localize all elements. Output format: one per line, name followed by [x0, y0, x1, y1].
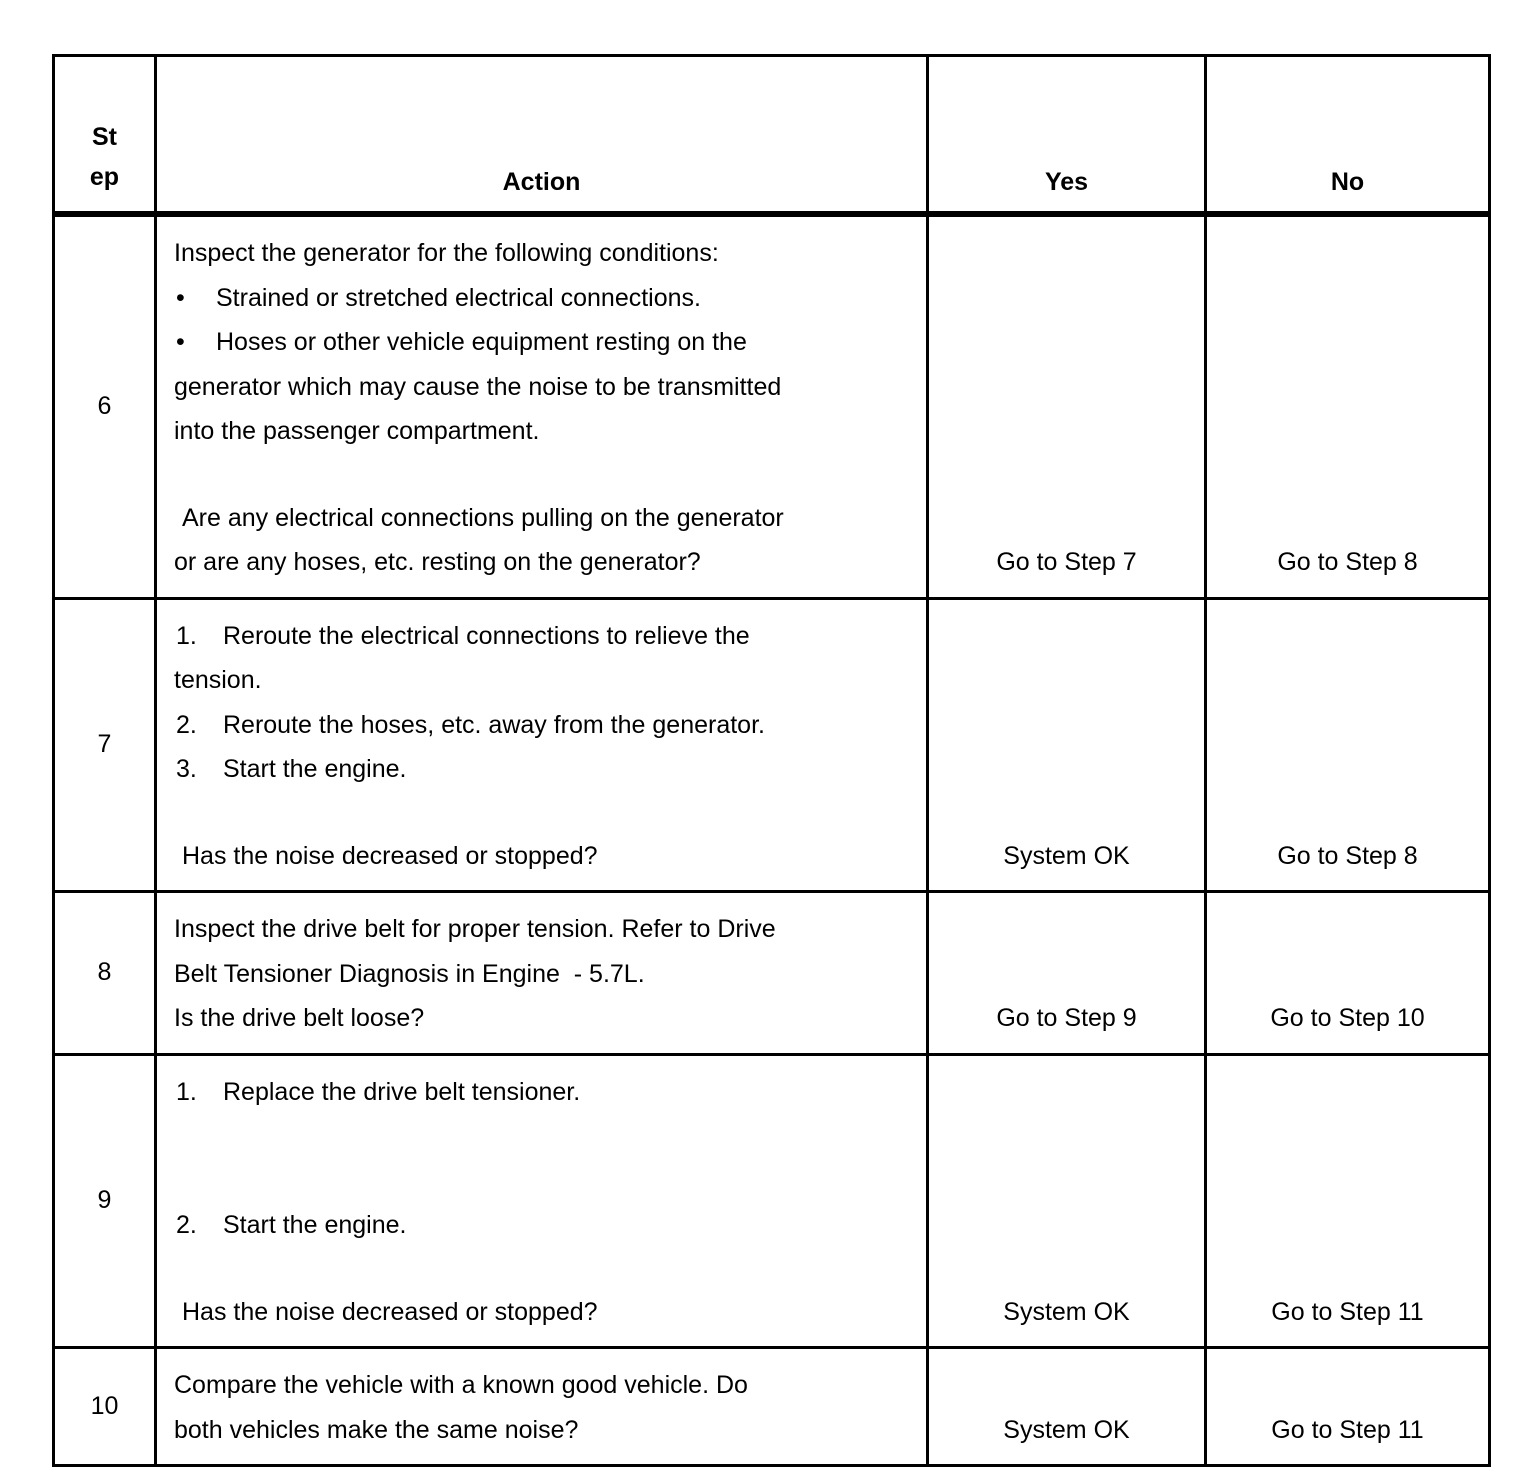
- bullet-item: • Hoses or other vehicle equipment resting on the: [174, 320, 908, 365]
- action-text: Inspect the drive belt for proper tension. Refer to Drive: [174, 915, 776, 943]
- bullet-item: • Strained or stretched electrical connections.: [174, 276, 908, 321]
- table-row-step-9: [54, 1054, 1490, 1348]
- step-number: 9: [54, 1054, 156, 1348]
- header-step: St ep: [54, 56, 156, 215]
- numbered-item: 1. Replace the drive belt tensioner.: [176, 1077, 581, 1106]
- bullet-symbol: •: [176, 283, 185, 312]
- action-text: generator which may cause the noise to be transmitted: [174, 372, 782, 401]
- action-question: both vehicles make the same noise?: [174, 1415, 579, 1444]
- table-header-row: [54, 56, 1490, 215]
- action-intro: Inspect the generator for the following conditions:: [174, 239, 719, 267]
- action-text: Compare the vehicle with a known good vehicle. Do: [174, 1371, 748, 1399]
- step-number: 7: [54, 598, 156, 892]
- header-no: No: [1206, 56, 1490, 215]
- yes-cell: System OK: [928, 598, 1206, 892]
- action-cell: [156, 1348, 928, 1466]
- no-cell: Go to Step 11: [1206, 1054, 1490, 1348]
- action-question: Has the noise decreased or stopped?: [182, 841, 598, 870]
- action-cell: [156, 892, 928, 1055]
- no-cell: Go to Step 11: [1206, 1348, 1490, 1466]
- no-cell: Go to Step 8: [1206, 214, 1490, 598]
- diagnostic-table: [52, 54, 1491, 1467]
- yes-cell: System OK: [928, 1348, 1206, 1466]
- step-number: 6: [54, 214, 156, 598]
- header-yes: Yes: [928, 56, 1206, 215]
- action-text: into the passenger compartment.: [174, 417, 540, 445]
- table-row-step-7: [54, 598, 1490, 892]
- numbered-item: 1. Reroute the electrical connections to relieve the: [176, 621, 750, 650]
- action-cell: [156, 598, 928, 892]
- table-row-step-10: [54, 1348, 1490, 1466]
- no-cell: Go to Step 8: [1206, 598, 1490, 892]
- numbered-item: 3. Start the engine.: [176, 755, 407, 783]
- action-question: Is the drive belt loose?: [174, 1004, 425, 1032]
- bullet-symbol: •: [176, 328, 185, 356]
- numbered-item: 2. Start the engine.: [176, 1211, 407, 1239]
- header-action: Action: [156, 56, 928, 215]
- yes-cell: Go to Step 7: [928, 214, 1206, 598]
- table-row-step-8: [54, 892, 1490, 1055]
- numbered-item: 2. Reroute the hoses, etc. away from the generator.: [176, 710, 765, 739]
- yes-cell: System OK: [928, 1054, 1206, 1348]
- action-question: Has the noise decreased or stopped?: [182, 1297, 598, 1326]
- step-number: 10: [54, 1348, 156, 1466]
- no-cell: Go to Step 10: [1206, 892, 1490, 1055]
- action-cell: [156, 214, 928, 598]
- step-number: 8: [54, 892, 156, 1055]
- action-question: Are any electrical connections pulling on the generator: [182, 503, 784, 532]
- yes-cell: Go to Step 9: [928, 892, 1206, 1055]
- action-text: tension.: [174, 666, 262, 694]
- table-row-step-6: [54, 214, 1490, 598]
- action-cell: [156, 1054, 928, 1348]
- action-question: or are any hoses, etc. resting on the generator?: [174, 548, 701, 576]
- action-text: Belt Tensioner Diagnosis in Engine - 5.7L.: [174, 959, 645, 988]
